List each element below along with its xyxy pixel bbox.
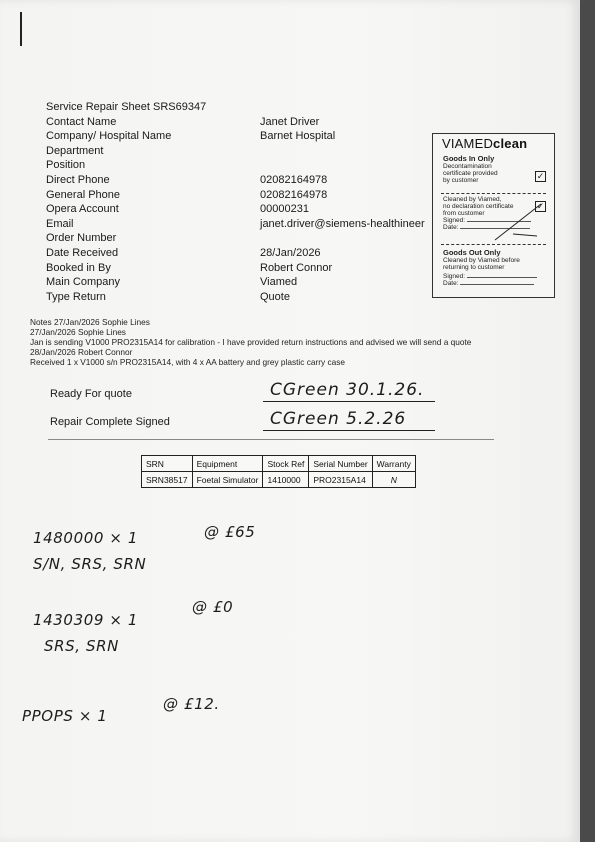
goods-in-section: [443, 154, 546, 184]
handwritten-item-2-line2: SRS, SRN: [44, 637, 119, 655]
stamp-divider: [441, 193, 546, 194]
goods-out-section: [443, 248, 546, 287]
table-header-cell: SRN: [142, 456, 193, 472]
goods-out-signed-line: [467, 277, 537, 278]
field-labels: [46, 100, 206, 304]
label-email: Email: [46, 217, 74, 230]
repair-complete-signature: CGreen 5.2.26: [270, 409, 407, 429]
value-department: [260, 144, 425, 159]
value-main-company: Viamed: [260, 276, 298, 289]
goods-in-line1: Decontamination: [443, 163, 492, 170]
table-header-cell: Serial Number: [309, 456, 372, 472]
value-company: Barnet Hospital: [260, 130, 336, 143]
value-date-received: 28/Jan/2026: [260, 246, 321, 259]
value-position: [260, 158, 425, 173]
label-contact-name: Contact Name: [46, 115, 117, 128]
field-values: [260, 115, 425, 305]
label-type-return: Type Return: [46, 290, 106, 303]
label-opera-account: Opera Account: [46, 203, 119, 216]
goods-out-heading: Goods Out Only: [443, 248, 501, 257]
label-direct-phone: Direct Phone: [46, 173, 110, 186]
label-booked-in-by: Booked in By: [46, 261, 111, 274]
handwritten-item-3-line1: PPOPS × 1: [22, 707, 108, 725]
cleaned-line1: Cleaned by Viamed,: [443, 196, 502, 203]
notes-line: Notes 27/Jan/2026 Sophie Lines: [30, 317, 150, 327]
table-cell-equipment: Foetal Simulator: [192, 472, 263, 488]
stamp-divider: [441, 244, 546, 245]
goods-out-line2: returning to customer: [443, 264, 505, 271]
value-type-return: Quote: [260, 290, 290, 303]
label-main-company: Main Company: [46, 276, 120, 289]
brand-light: VIAMED: [442, 136, 494, 151]
handwritten-item-1-price: @ £65: [204, 523, 256, 541]
table-cell-warranty: N: [372, 472, 415, 488]
handwritten-item-1-line1: 1480000 × 1: [33, 529, 139, 547]
value-contact-name: Janet Driver: [260, 115, 320, 128]
table-cell-stock-ref: 1410000: [263, 472, 309, 488]
handwritten-item-1-line2: S/N, SRS, SRN: [33, 555, 147, 573]
label-company: Company/ Hospital Name: [46, 130, 172, 143]
notes-line: 27/Jan/2026 Sophie Lines: [30, 327, 126, 337]
brand-bold: clean: [493, 136, 528, 151]
table-header-cell: Warranty: [372, 456, 415, 472]
handwritten-item-2-price: @ £0: [192, 598, 234, 616]
notes-line: Jan is sending V1000 PRO2315A14 for calibration - I have provided return instructions and advised we will send a quote: [30, 337, 472, 347]
check-icon: ✓: [536, 201, 545, 211]
goods-out-line1: Cleaned by Viamed before: [443, 257, 520, 264]
notes-line: Received 1 x V1000 s/n PRO2315A14, with 4 x AA battery and grey plastic carry case: [30, 357, 345, 367]
ready-for-quote-label: Ready For quote: [50, 388, 132, 400]
notes-block: [30, 317, 471, 367]
repair-complete-label: Repair Complete Signed: [50, 416, 170, 428]
notes-line: 28/Jan/2026 Robert Connor: [30, 347, 133, 357]
value-booked-in-by: Robert Connor: [260, 261, 333, 274]
cleaned-line2: no declaration certificate: [443, 203, 514, 210]
goods-out-signed-label: Signed:: [443, 273, 466, 280]
value-order-number: [260, 231, 425, 246]
cleaned-line3: from customer: [443, 210, 485, 217]
goods-in-heading: Goods In Only: [443, 154, 495, 163]
cleaned-signed-label: Signed:: [443, 217, 466, 224]
sheet-title: Service Repair Sheet SRS69347: [46, 101, 207, 113]
goods-in-line2: certificate provided: [443, 170, 498, 177]
label-order-number: Order Number: [46, 232, 117, 245]
label-date-received: Date Received: [46, 246, 119, 259]
goods-out-date-line: [460, 284, 534, 285]
table-header-row: [142, 456, 416, 472]
ready-for-quote-signature: CGreen 30.1.26.: [270, 380, 425, 400]
pen-mark: [20, 12, 22, 46]
repair-complete-line: [263, 430, 435, 431]
section-divider: [48, 439, 494, 440]
stamp-brand: [433, 134, 554, 151]
label-department: Department: [46, 144, 104, 157]
table-header-cell: Stock Ref: [263, 456, 309, 472]
table-header-cell: Equipment: [192, 456, 263, 472]
handwritten-item-2-line1: 1430309 × 1: [33, 611, 139, 629]
goods-in-line3: by customer: [443, 177, 479, 184]
label-general-phone: General Phone: [46, 188, 120, 201]
value-email: janet.driver@siemens-healthineer: [260, 217, 425, 230]
value-opera-account: 00000231: [260, 203, 309, 216]
handwritten-tick-mark: [493, 200, 545, 244]
value-general-phone: 02082164978: [260, 188, 328, 201]
table-cell-serial: PRO2315A14: [309, 472, 372, 488]
handwritten-item-3-price: @ £12.: [163, 695, 220, 713]
table-row: [142, 472, 416, 488]
label-position: Position: [46, 159, 86, 172]
ready-for-quote-line: [263, 401, 435, 402]
check-icon: ✓: [536, 171, 545, 181]
cleaned-date-label: Date:: [443, 224, 459, 231]
goods-out-date-label: Date:: [443, 280, 459, 287]
equipment-table: [141, 455, 416, 488]
table-cell-srn: SRN38517: [142, 472, 193, 488]
decontamination-stamp: [432, 133, 555, 298]
goods-in-checkbox: [535, 171, 546, 182]
value-direct-phone: 02082164978: [260, 173, 328, 186]
